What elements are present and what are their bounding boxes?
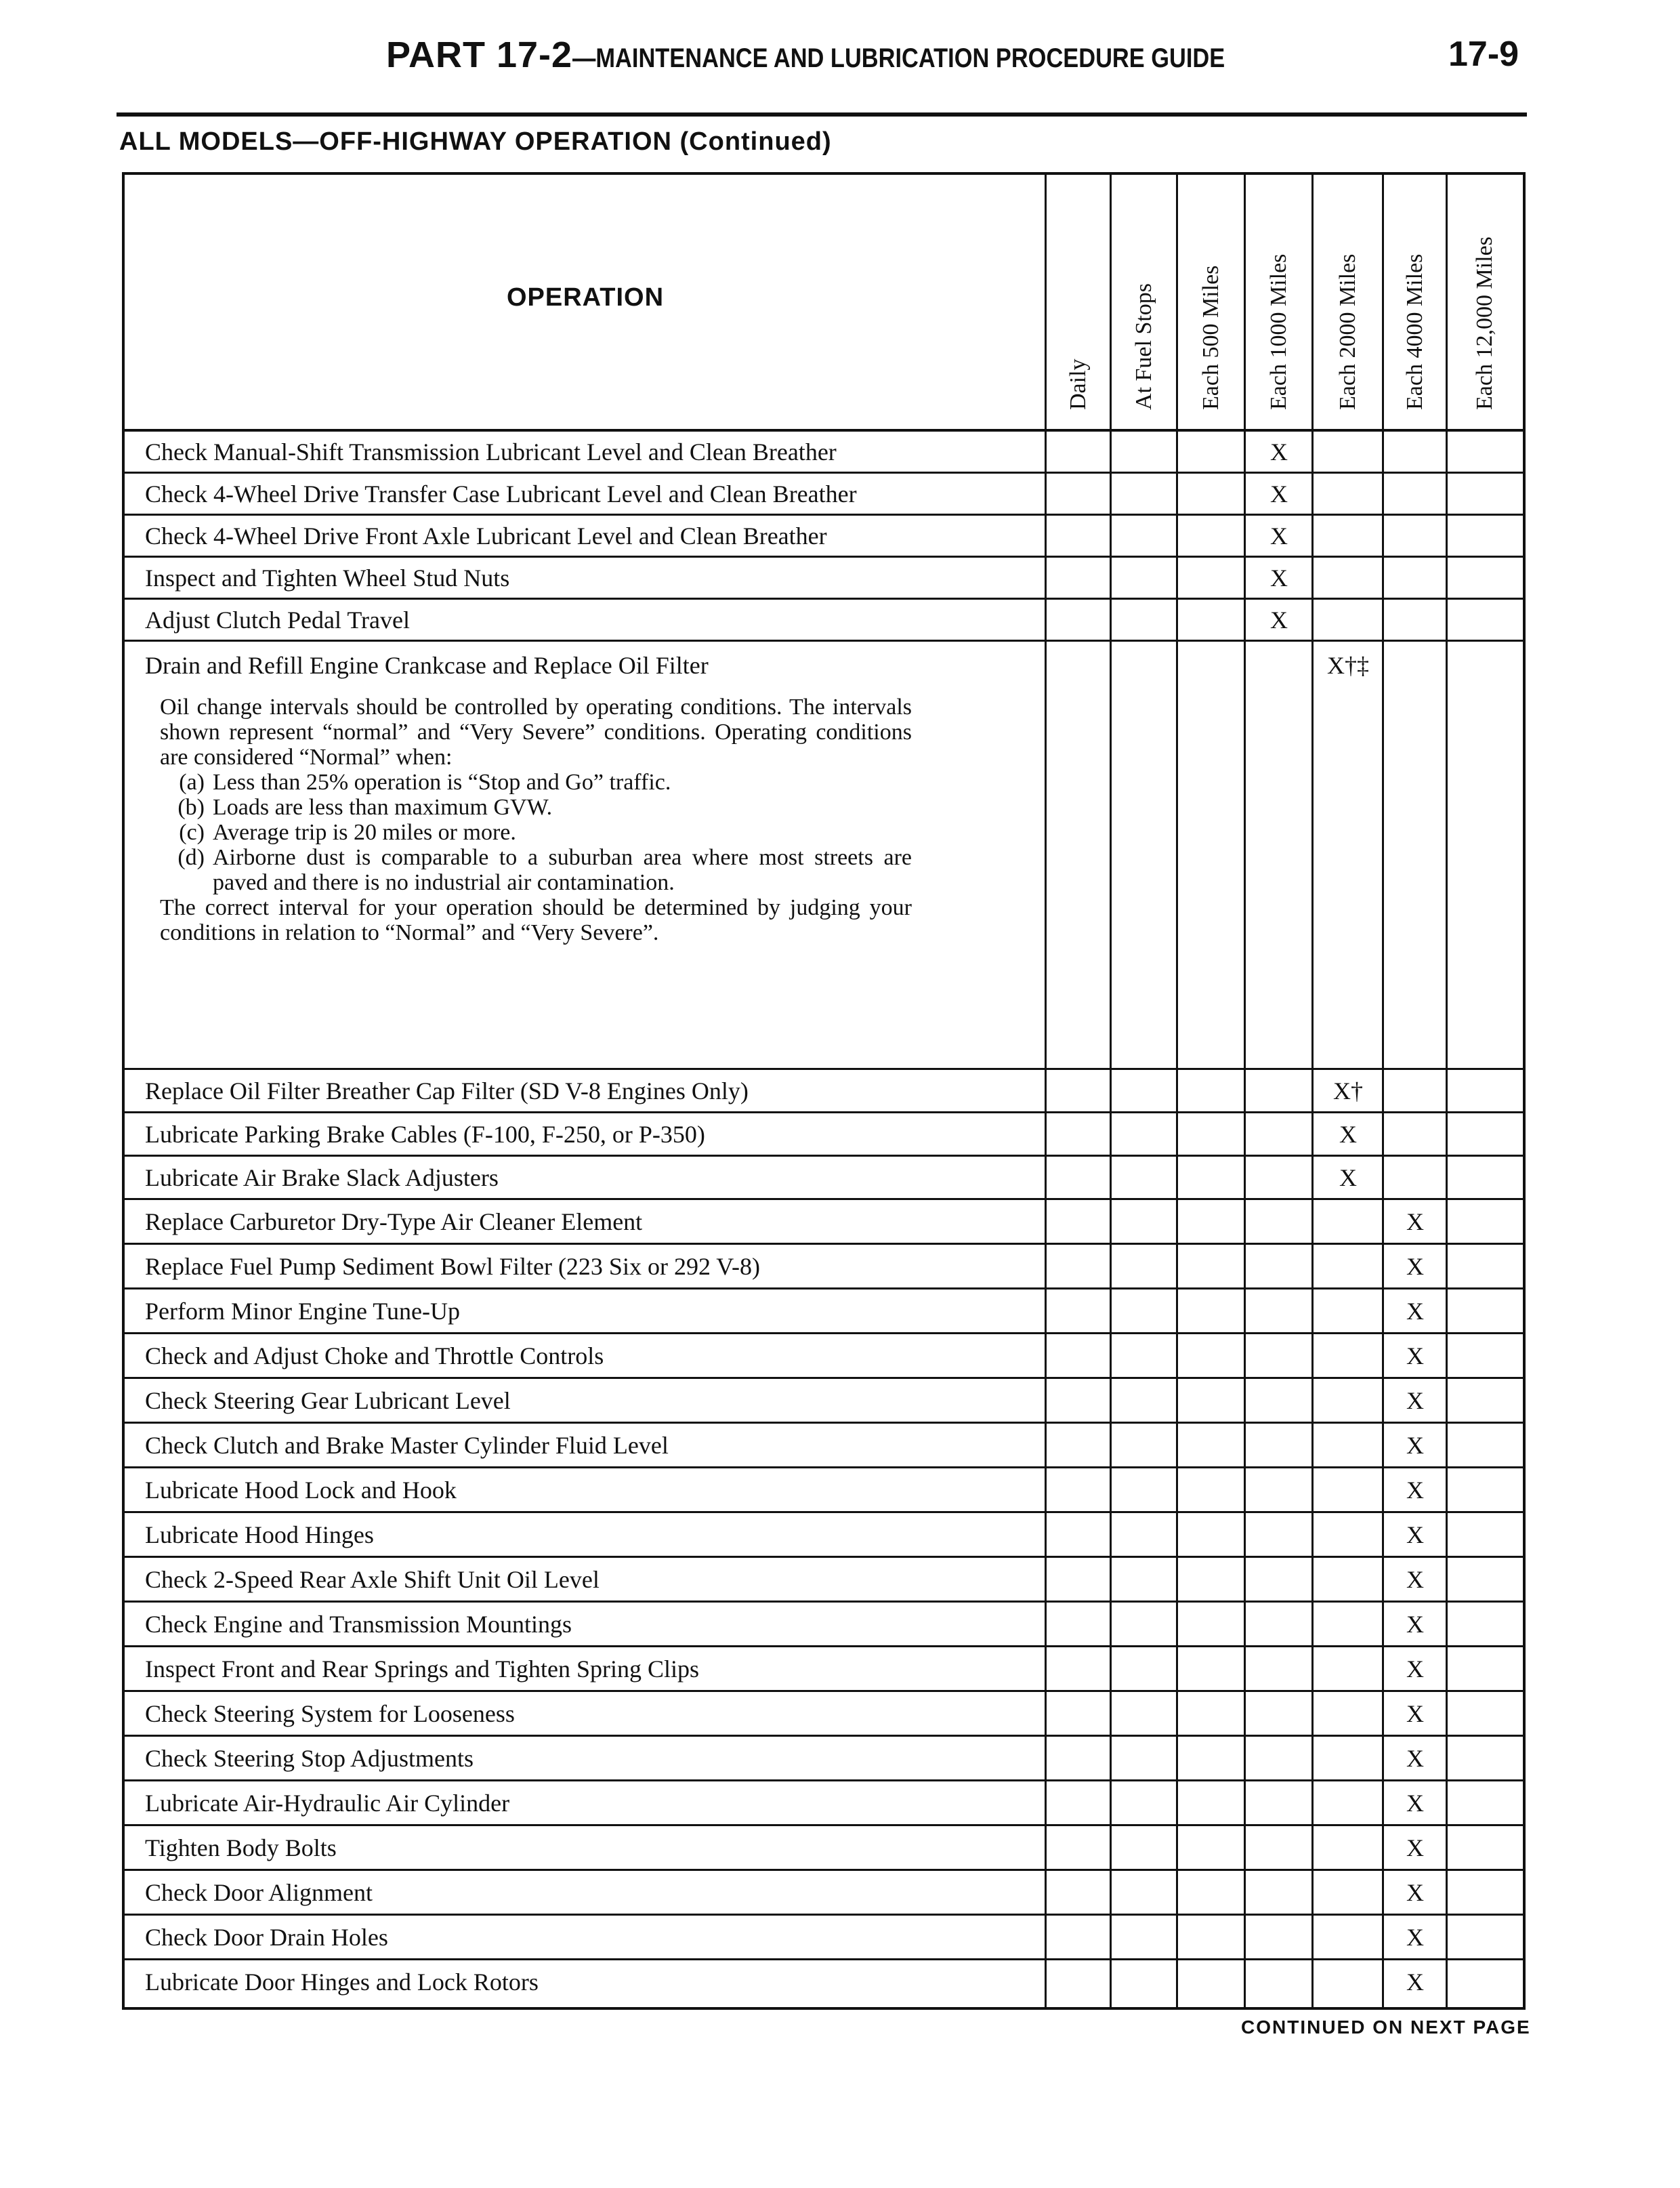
operation-label: Lubricate Air Brake Slack Adjusters (145, 1163, 499, 1191)
header-rule (117, 112, 1527, 117)
oil-note-condition (160, 845, 912, 895)
operation-label: Perform Minor Engine Tune-Up (145, 1297, 460, 1325)
operation-label: Check Door Drain Holes (145, 1923, 388, 1951)
operation-label: Check Steering System for Looseness (145, 1699, 515, 1727)
interval-mark: X (1406, 1789, 1424, 1817)
operation-label: Check Steering Gear Lubricant Level (145, 1386, 511, 1414)
interval-mark: X (1406, 1252, 1424, 1280)
interval-mark: X (1406, 1923, 1424, 1951)
interval-column-label-text: Each 1000 Miles (1266, 253, 1291, 410)
operation-label: Lubricate Parking Brake Cables (F-100, F-250, or P-350) (145, 1120, 705, 1148)
interval-mark: X (1270, 438, 1288, 466)
page-number: 17-9 (1448, 35, 1519, 74)
oil-change-note (160, 695, 912, 945)
operation-label: Adjust Clutch Pedal Travel (145, 606, 411, 634)
operation-label: Replace Oil Filter Breather Cap Filter (SD V-8 Engines Only) (145, 1077, 749, 1105)
operation-label: Lubricate Hood Hinges (145, 1521, 374, 1548)
interval-column-label-text: Each 4000 Miles (1402, 253, 1427, 410)
column-divider (1110, 175, 1112, 2007)
interval-column-label (1177, 180, 1245, 410)
interval-mark: X (1406, 1699, 1424, 1727)
oil-note-condition-label: (c) (179, 820, 205, 845)
page-title (386, 34, 1331, 76)
operation-label: Replace Carburetor Dry-Type Air Cleaner Element (145, 1207, 643, 1235)
interval-mark: X (1270, 522, 1288, 550)
interval-mark: X (1406, 1521, 1424, 1548)
operation-label: Check Door Alignment (145, 1878, 373, 1906)
interval-mark: X (1339, 1120, 1357, 1148)
interval-column-label (1111, 180, 1177, 410)
interval-mark: X (1406, 1386, 1424, 1414)
operation-label: Replace Fuel Pump Sediment Bowl Filter (223 Six or 292 V-8) (145, 1252, 760, 1280)
operation-label: Check 2-Speed Rear Axle Shift Unit Oil Level (145, 1565, 600, 1593)
oil-note-outro: The correct interval for your operation should be determined by judging your conditions in relation to “Normal” and “Very Severe”. (160, 895, 912, 945)
interval-column-label (1046, 180, 1111, 410)
operation-label: Tighten Body Bolts (145, 1834, 337, 1861)
operation-label: Drain and Refill Engine Crankcase and Replace Oil Filter (145, 652, 709, 679)
oil-note-condition-label: (d) (177, 845, 205, 870)
interval-mark: X (1270, 564, 1288, 592)
operation-label: Check 4-Wheel Drive Transfer Case Lubricant Level and Clean Breather (145, 480, 857, 508)
interval-mark: X (1270, 480, 1288, 508)
continued-notice: CONTINUED ON NEXT PAGE (1241, 2017, 1531, 2038)
interval-column-label-text: At Fuel Stops (1131, 283, 1156, 410)
interval-column-label-text: Daily (1066, 358, 1091, 410)
column-divider (1311, 175, 1314, 2007)
interval-column-label (1447, 180, 1523, 410)
oil-note-condition-text: Loads are less than maximum GVW. (213, 795, 553, 820)
interval-mark: X†‡ (1327, 652, 1369, 679)
operation-label: Inspect Front and Rear Springs and Tighten Spring Clips (145, 1655, 699, 1683)
interval-column-label-text: Each 2000 Miles (1335, 253, 1360, 410)
column-divider (1382, 175, 1384, 2007)
operation-label: Check Steering Stop Adjustments (145, 1744, 474, 1772)
interval-mark: X (1406, 1834, 1424, 1861)
column-divider (1045, 175, 1047, 2007)
part-title: —MAINTENANCE AND LUBRICATION PROCEDURE GUIDE (572, 43, 1225, 73)
oil-note-condition-text: Airborne dust is comparable to a suburban area where most streets are paved and there is no industrial air contamination. (213, 845, 912, 895)
oil-note-condition-label: (b) (177, 795, 205, 820)
operation-label: Lubricate Hood Lock and Hook (145, 1476, 457, 1504)
interval-mark: X (1406, 1968, 1424, 1996)
section-title: ALL MODELS—OFF-HIGHWAY OPERATION (Continued) (119, 127, 832, 156)
oil-note-condition (160, 770, 912, 795)
interval-mark: X (1406, 1610, 1424, 1638)
interval-mark: X (1406, 1655, 1424, 1683)
page-header (0, 30, 1680, 84)
interval-mark: X† (1333, 1077, 1363, 1105)
oil-note-condition-label: (a) (179, 770, 205, 795)
part-number: PART 17-2 (386, 35, 573, 75)
maintenance-table (122, 172, 1526, 2010)
interval-column-label-text: Each 12,000 Miles (1472, 236, 1497, 410)
interval-mark: X (1339, 1163, 1357, 1191)
operation-label: Check Clutch and Brake Master Cylinder Fluid Level (145, 1431, 669, 1459)
oil-note-condition-text: Less than 25% operation is “Stop and Go” traffic. (213, 770, 671, 795)
oil-note-condition-text: Average trip is 20 miles or more. (213, 820, 516, 845)
interval-mark: X (1406, 1431, 1424, 1459)
interval-mark: X (1406, 1565, 1424, 1593)
interval-column-label (1313, 180, 1383, 410)
operation-label: Lubricate Air-Hydraulic Air Cylinder (145, 1789, 510, 1817)
interval-mark: X (1270, 606, 1288, 634)
operation-label: Inspect and Tighten Wheel Stud Nuts (145, 564, 510, 592)
oil-note-condition (160, 820, 912, 845)
interval-mark: X (1406, 1476, 1424, 1504)
interval-mark: X (1406, 1297, 1424, 1325)
operation-label: Check Engine and Transmission Mountings (145, 1610, 572, 1638)
column-divider (1244, 175, 1246, 2007)
operation-label: Check 4-Wheel Drive Front Axle Lubricant Level and Clean Breather (145, 522, 827, 550)
interval-column-label-text: Each 500 Miles (1198, 265, 1223, 410)
column-divider (1176, 175, 1178, 2007)
column-divider (1446, 175, 1448, 2007)
interval-mark: X (1406, 1744, 1424, 1772)
oil-note-condition (160, 795, 912, 820)
operation-label: Lubricate Door Hinges and Lock Rotors (145, 1968, 539, 1996)
operation-label: Check Manual-Shift Transmission Lubricant Level and Clean Breather (145, 438, 837, 466)
interval-mark: X (1406, 1878, 1424, 1906)
interval-mark: X (1406, 1207, 1424, 1235)
interval-column-label (1245, 180, 1313, 410)
interval-mark: X (1406, 1342, 1424, 1369)
interval-column-label (1383, 180, 1447, 410)
operation-label: Check and Adjust Choke and Throttle Controls (145, 1342, 604, 1369)
operation-column-heading: OPERATION (506, 283, 665, 312)
oil-note-intro: Oil change intervals should be controlled by operating conditions. The intervals shown represent “normal” and “Very Severe” conditions. Operating conditions are considered “Normal” when: (160, 695, 912, 770)
